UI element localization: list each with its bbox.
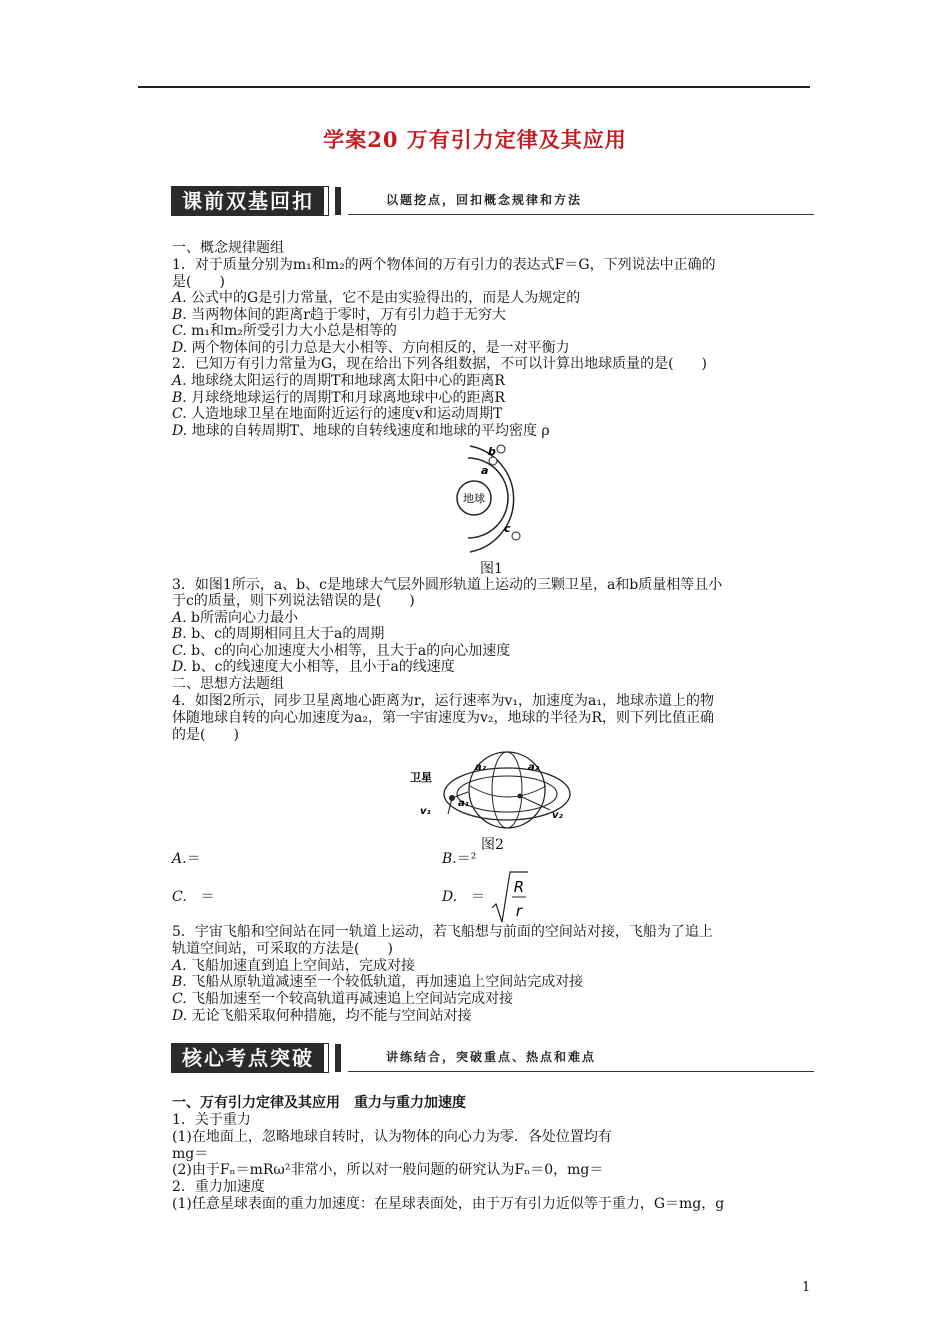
- q4-option-c: [172, 889, 215, 906]
- q4-stem: 4．如图2所示，同步卫星离地心距离为r，运行速率为v₁，加速度为a₁，地球赤道上的物: [172, 693, 714, 709]
- figure-1-orbits: [440, 440, 550, 560]
- q2-option-c: [172, 406, 502, 423]
- option-letter: A.: [172, 610, 187, 626]
- core-line: 1．关于重力: [172, 1112, 251, 1128]
- page-number: 1: [802, 1280, 811, 1295]
- q4-option-d: [442, 889, 485, 906]
- q5-option-a: [172, 958, 415, 975]
- option-text: 当两物体间的距离r趋于零时，万有引力趋于无穷大: [186, 307, 506, 323]
- meridian: [492, 752, 522, 828]
- option-letter: B.: [172, 390, 187, 406]
- option-text: 地球绕太阳运行的周期T和地球离太阳中心的距离R: [186, 373, 505, 389]
- core-line: (2)由于Fₙ＝mRω²非常小，所以对一般问题的研究认为Fₙ＝0，mg＝: [172, 1162, 604, 1178]
- satellite-a: [489, 457, 497, 465]
- core-line: mg＝: [172, 1146, 209, 1162]
- banner-bar: [335, 1044, 341, 1072]
- option-letter: A.: [172, 958, 187, 974]
- banner-bar: [335, 187, 341, 215]
- option-text: b所需向心力最小: [186, 610, 298, 626]
- q5-option-d: [172, 1008, 472, 1025]
- option-text: b、c的向心加速度大小相等，且大于a的向心加速度: [186, 643, 511, 659]
- label-v1: v₁: [420, 806, 431, 817]
- q3-option-d: [172, 659, 455, 676]
- option-letter: D.: [172, 340, 188, 356]
- label-satellite: 卫星: [410, 771, 432, 784]
- core-heading: 一、万有引力定律及其应用 重力与重力加速度: [172, 1095, 466, 1111]
- section-banner-core: [172, 1044, 814, 1074]
- v2-arrow: [520, 796, 550, 810]
- label-a: a: [481, 464, 489, 477]
- core-line: (1)在地面上，忽略地球自转时，认为物体的向心力为零．各处位置均有: [172, 1129, 612, 1145]
- option-letter: C.: [172, 406, 187, 422]
- option-text: 月球绕地球运行的周期T和月球离地球中心的距离R: [186, 390, 506, 406]
- q1-stem: 1．对于质量分别为m₁和m₂的两个物体间的万有引力的表达式F＝G，下列说法中正确的: [172, 257, 716, 273]
- q4-stem-cont: 体随地球自转的向心加速度为a₂，第一宇宙速度为v₂，地球的半径为R，则下列比值正确: [172, 710, 715, 726]
- q1-option-d: [172, 340, 570, 357]
- figure-1-caption: 图1: [480, 561, 503, 577]
- option-letter: C.: [172, 991, 187, 1007]
- option-letter: B.: [172, 626, 187, 642]
- q3-stem-cont: 于c的质量，则下列说法错误的是( ): [172, 593, 415, 609]
- q2-stem: 2．已知万有引力常量为G，现在给出下列各组数据，不可以计算出地球质量的是( ): [172, 356, 708, 372]
- q3-option-a: [172, 610, 298, 627]
- equator: [470, 786, 546, 797]
- q2-option-b: [172, 390, 505, 407]
- option-letter: A.: [172, 373, 187, 389]
- sqrt-denominator: r: [515, 902, 523, 920]
- option-text: 人造地球卫星在地面附近运行的速度v和运动周期T: [186, 406, 503, 422]
- option-letter: C.: [172, 889, 187, 905]
- q1-option-a: [172, 290, 580, 307]
- option-letter: D.: [172, 423, 188, 439]
- banner-subtitle: 讲练结合，突破重点、热点和难点: [386, 1050, 597, 1064]
- satellite-b: [497, 445, 505, 453]
- q1-option-b: [172, 307, 506, 324]
- option-text: 两个物体间的引力总是大小相等、方向相反的，是一对平衡力: [187, 340, 570, 356]
- option-letter: B.: [172, 974, 187, 990]
- option-letter: C.: [172, 643, 187, 659]
- banner-rule: [348, 214, 814, 215]
- section-banner-pre-class: [172, 187, 814, 217]
- option-letter: D.: [442, 889, 458, 905]
- label-v2: v₂: [552, 810, 563, 821]
- header-rule: [138, 86, 810, 88]
- page-title: 学案20 万有引力定律及其应用: [323, 127, 627, 152]
- label-a1: a₁: [458, 798, 470, 809]
- option-text: ＝: [186, 851, 201, 867]
- option-text: 飞船加速直到追上空间站，完成对接: [186, 958, 416, 974]
- option-text: 无论飞船采取何种措施，均不能与空间站对接: [187, 1008, 472, 1024]
- figure-2-sync-satellite: [410, 748, 580, 838]
- label-a2-left: a₂: [475, 762, 487, 773]
- section-heading: 一、概念规律题组: [172, 240, 284, 256]
- option-letter: A.: [172, 290, 187, 306]
- option-text: ＝²: [456, 851, 477, 867]
- q2-option-a: [172, 373, 505, 390]
- q5-stem: 5．宇宙飞船和空间站在同一轨道上运动，若飞船想与前面的空间站对接，飞船为了追上: [172, 924, 713, 940]
- option-letter: C.: [172, 323, 187, 339]
- satellite-c: [512, 532, 520, 540]
- core-line: (1)任意星球表面的重力加速度：在星球表面处，由于万有引力近似等于重力，G＝mg，g: [172, 1196, 725, 1212]
- q5-option-b: [172, 974, 583, 991]
- q3-option-c: [172, 643, 510, 660]
- label-b: b: [488, 445, 496, 458]
- banner-tag: 核心考点突破: [172, 1044, 328, 1072]
- option-text: 飞船从原轨道减速至一个较低轨道，再加速追上空间站完成对接: [186, 974, 584, 990]
- q2-option-d: [172, 423, 550, 440]
- label-c: c: [504, 522, 511, 535]
- sqrt-formula: [490, 868, 530, 924]
- q5-stem-cont: 轨道空间站，可采取的方法是( ): [172, 941, 393, 957]
- option-letter: B.: [172, 307, 187, 323]
- earth-label: 地球: [463, 492, 485, 505]
- q1-option-c: [172, 323, 397, 340]
- q3-stem: 3．如图1所示，a、b、c是地球大气层外圆形轨道上运动的三颗卫星，a和b质量相等且小: [172, 577, 723, 593]
- figure-2-caption: 图2: [481, 837, 504, 853]
- q5-option-c: [172, 991, 513, 1008]
- banner-tag: 课前双基回扣: [172, 187, 328, 215]
- option-text: b、c的线速度大小相等，且小于a的线速度: [187, 659, 455, 675]
- option-text: ＝: [457, 889, 486, 905]
- option-letter: D.: [172, 659, 188, 675]
- q4-option-a: [172, 851, 201, 868]
- banner-subtitle: 以题挖点，回扣概念规律和方法: [386, 193, 583, 207]
- option-text: 飞船加速至一个较高轨道再减速追上空间站完成对接: [186, 991, 514, 1007]
- core-line: 2．重力加速度: [172, 1179, 265, 1195]
- option-letter: B.: [442, 851, 457, 867]
- option-text: 公式中的G是引力常量，它不是由实验得出的，而是人为规定的: [186, 290, 581, 306]
- q3-option-b: [172, 626, 384, 643]
- option-text: b、c的周期相同且大于a的周期: [186, 626, 385, 642]
- q4-option-b: [442, 851, 476, 868]
- option-text: 地球的自转周期T、地球的自转线速度和地球的平均密度 ρ: [187, 423, 550, 439]
- option-text: ＝: [186, 889, 215, 905]
- section-heading: 二、思想方法题组: [172, 676, 284, 692]
- option-text: m₁和m₂所受引力大小总是相等的: [186, 323, 397, 339]
- option-letter: A.: [172, 851, 187, 867]
- q4-stem-cont2: 的是( ): [172, 727, 239, 743]
- q1-stem-cont: 是( ): [172, 274, 225, 290]
- option-letter: D.: [172, 1008, 188, 1024]
- sqrt-numerator: R: [513, 878, 525, 896]
- label-a2-right: a₂: [528, 762, 540, 773]
- banner-rule: [348, 1071, 814, 1072]
